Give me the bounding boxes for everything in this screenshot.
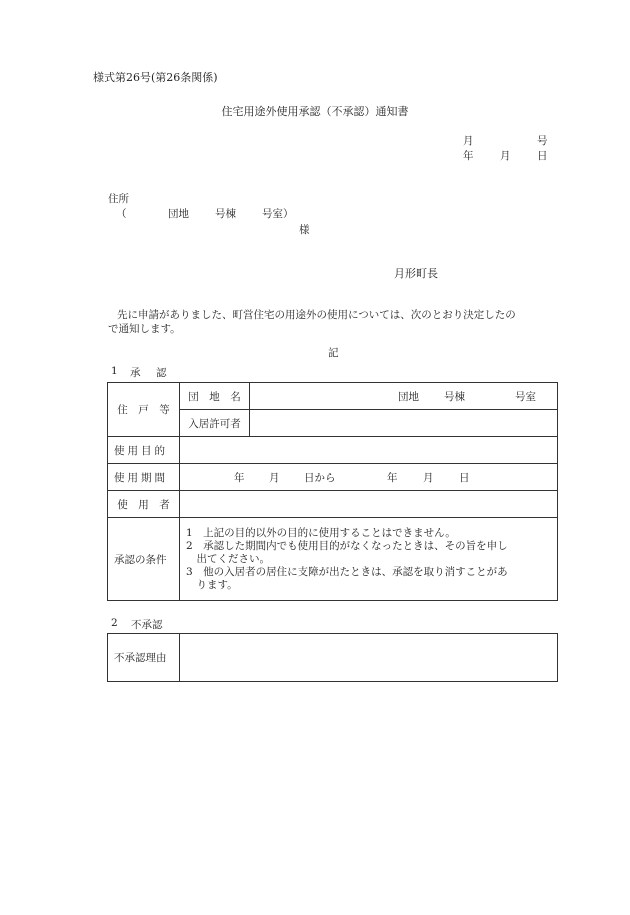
period-value xyxy=(180,464,558,491)
period-label: 使用期間 xyxy=(108,464,180,491)
approval-table xyxy=(107,382,558,601)
table-row xyxy=(108,634,558,682)
period-end-year: 年 xyxy=(387,472,398,484)
section1-number: 1 xyxy=(111,365,118,377)
body-line-2: で通知します。 xyxy=(108,323,181,335)
goshitsu-unit: 号室 xyxy=(515,391,536,403)
body-line-1: 先に申請がありました、町営住宅の用途外の使用については、次のとおり決定したの xyxy=(117,309,516,321)
date-day: 日 xyxy=(537,150,548,162)
danchi-name-value xyxy=(250,383,558,410)
user-label: 使 用 者 xyxy=(108,491,180,518)
goto-unit: 号棟 xyxy=(444,391,465,403)
purpose-label: 使用目的 xyxy=(108,437,180,464)
honorific: 様 xyxy=(299,224,310,236)
rejection-reason-value xyxy=(180,634,558,682)
address-goto: 号棟 xyxy=(215,208,236,220)
danchi-unit: 団地 xyxy=(398,391,419,403)
table-row xyxy=(108,518,558,601)
section2-title: 不承認 xyxy=(131,619,163,631)
section1-sho: 承 xyxy=(130,367,141,379)
period-end-month: 月 xyxy=(423,472,434,484)
rejection-reason-label: 不承認理由 xyxy=(108,634,180,682)
period-start-day: 日から xyxy=(304,472,336,484)
purpose-value xyxy=(180,437,558,464)
user-value xyxy=(180,491,558,518)
condition-line: 1 上記の目的以外の目的に使用することはできません。 xyxy=(186,526,456,539)
form-id: 様式第26号(第26条関係) xyxy=(93,71,218,84)
sender: 月形町長 xyxy=(394,267,438,280)
tenant-label: 入居許可者 xyxy=(180,410,250,437)
tenant-value xyxy=(250,410,558,437)
condition-line: 出てください。 xyxy=(186,552,270,565)
dwelling-label: 住 戸 等 xyxy=(108,383,180,437)
table-row xyxy=(108,437,558,464)
conditions-label: 承認の条件 xyxy=(108,518,180,601)
condition-line: ります。 xyxy=(186,578,238,591)
conditions-value xyxy=(180,518,558,601)
ki-heading: 記 xyxy=(328,347,339,359)
rejection-table xyxy=(107,633,558,682)
document-title: 住宅用途外使用承認（不承認）通知書 xyxy=(221,105,409,118)
period-start-year: 年 xyxy=(234,472,245,484)
date-year: 年 xyxy=(463,150,474,162)
period-start-month: 月 xyxy=(269,472,280,484)
number-go: 号 xyxy=(537,135,548,147)
date-month: 月 xyxy=(500,150,511,162)
address-goshitsu: 号室） xyxy=(262,208,294,220)
table-row xyxy=(108,491,558,518)
address-danchi: 団地 xyxy=(168,208,189,220)
address-label: 住所 xyxy=(108,193,129,205)
number-month: 月 xyxy=(463,135,474,147)
section2-number: 2 xyxy=(111,617,118,629)
condition-line: 3 他の入居者の居住に支障が出たときは、承認を取り消すことがあ xyxy=(186,565,508,578)
section1-nin: 認 xyxy=(156,367,167,379)
address-paren-open: （ xyxy=(116,208,127,220)
danchi-name-label: 団 地 名 xyxy=(180,383,250,410)
period-end-day: 日 xyxy=(459,472,470,484)
condition-line: 2 承認した期間内でも使用目的がなくなったときは、その旨を申し xyxy=(186,539,508,552)
table-row xyxy=(108,464,558,491)
table-row xyxy=(108,383,558,410)
